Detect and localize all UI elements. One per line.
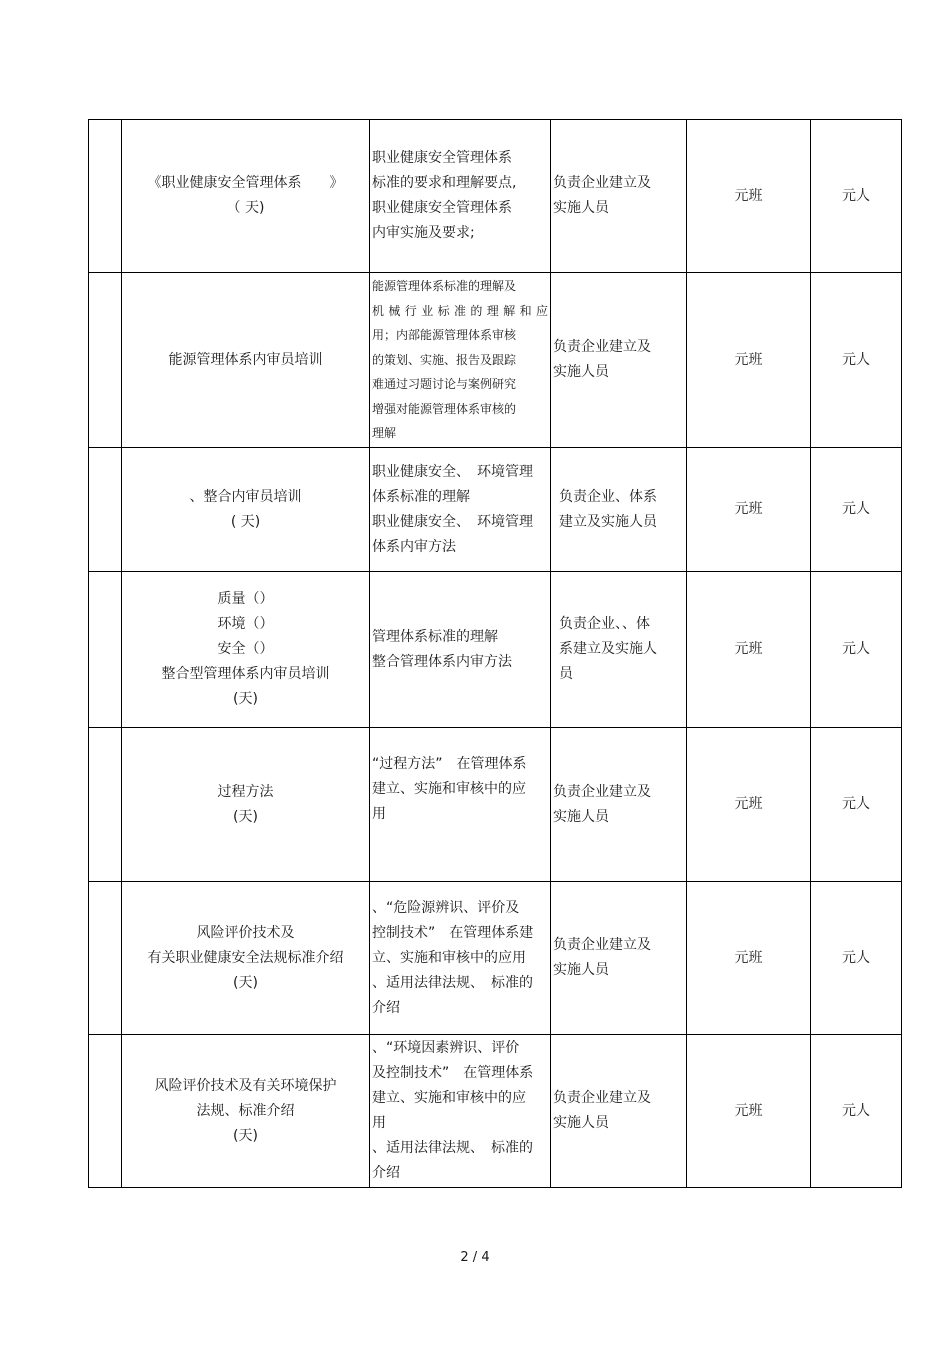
audience-line: 负责企业建立及 xyxy=(553,339,651,355)
course-name-line: 能源管理体系内审员培训 xyxy=(168,351,323,368)
table-row xyxy=(89,572,902,728)
audience-cell xyxy=(551,882,687,1035)
audience-line: 负责企业建立及 xyxy=(553,783,651,800)
course-name-line: 、整合内审员培训 xyxy=(189,488,302,505)
course-content-line: 、适用法律法规、 标准的 xyxy=(372,1140,533,1156)
course-content-cell xyxy=(370,728,551,882)
course-name-line: 过程方法 xyxy=(217,783,274,800)
course-content-line: 整合管理体系内审方法 xyxy=(372,653,512,670)
course-content-line: 职业健康安全管理体系 xyxy=(372,200,512,216)
course-name-line: (天) xyxy=(233,808,258,825)
course-content-line: 建立、实施和审核中的应 xyxy=(372,1090,526,1106)
course-name-cell xyxy=(122,728,370,882)
class-price-cell: 元班 xyxy=(687,572,811,728)
row-index-cell xyxy=(89,273,122,448)
course-content-cell xyxy=(370,572,551,728)
table-row xyxy=(89,273,902,448)
person-price-cell: 元人 xyxy=(811,1035,902,1188)
audience-cell xyxy=(551,572,687,728)
course-content-line: 难通过习题讨论与案例研究 xyxy=(372,377,517,392)
person-price-cell: 元人 xyxy=(811,572,902,728)
audience-line: 负责企业建立及 xyxy=(553,175,651,191)
course-content-line: 用 xyxy=(372,1115,386,1131)
audience-line: 实施人员 xyxy=(553,200,609,216)
course-content-line: 的策划、实施、报告及跟踪 xyxy=(372,352,517,367)
audience-line: 建立及实施人员 xyxy=(559,513,657,530)
audience-cell xyxy=(551,728,687,882)
course-name-line: (天) xyxy=(233,691,258,707)
row-index-cell xyxy=(89,882,122,1035)
course-content-line: 、“环境因素辨识、评价 xyxy=(372,1040,520,1056)
course-content-line: 机械行业标准的理解和应 xyxy=(372,303,548,318)
course-content-line: 控制技术” 在管理体系建 xyxy=(372,924,534,941)
course-content-line: 、“危险源辨识、评价及 xyxy=(372,899,520,916)
course-name-cell xyxy=(122,1035,370,1188)
course-name-line: 风险评价技术及有关环境保护 xyxy=(154,1077,337,1094)
row-index-cell xyxy=(89,120,122,273)
table-row xyxy=(89,1035,902,1188)
course-content-cell xyxy=(370,448,551,572)
row-index-cell xyxy=(89,728,122,882)
class-price-cell: 元班 xyxy=(687,728,811,882)
course-content-cell xyxy=(370,1035,551,1188)
course-name-line: 安全（） xyxy=(217,641,274,657)
person-price-cell: 元人 xyxy=(811,882,902,1035)
course-name-cell xyxy=(122,572,370,728)
person-price-cell: 元人 xyxy=(811,448,902,572)
course-content-line: 职业健康安全、 环境管理 xyxy=(372,463,533,480)
audience-line: 员 xyxy=(559,666,573,682)
class-price-cell: 元班 xyxy=(687,448,811,572)
audience-line: 实施人员 xyxy=(553,962,609,978)
course-content-line: 职业健康安全管理体系 xyxy=(372,150,512,166)
course-content-line: 介绍 xyxy=(372,1165,400,1181)
audience-line: 实施人员 xyxy=(553,364,609,380)
row-index-cell xyxy=(89,572,122,728)
audience-cell xyxy=(551,273,687,448)
audience-line: 负责企业建立及 xyxy=(553,1090,651,1106)
course-name-line: ( 天) xyxy=(230,513,261,530)
course-name-line: （ 天) xyxy=(226,200,265,216)
course-content-line: 标准的要求和理解要点, xyxy=(372,175,517,191)
course-content-line: 理解 xyxy=(372,426,397,441)
course-content-line: 增强对能源管理体系审核的 xyxy=(372,401,517,416)
course-content-line: 用；内部能源管理体系审核 xyxy=(372,328,517,343)
course-name-cell xyxy=(122,882,370,1035)
course-content-cell xyxy=(370,273,551,448)
course-name-line: 风险评价技术及 xyxy=(196,924,295,941)
course-content-line: 体系内审方法 xyxy=(372,538,456,555)
course-content-cell xyxy=(370,120,551,273)
class-price-cell: 元班 xyxy=(687,273,811,448)
page-number: 2 / 4 xyxy=(460,1250,490,1265)
audience-line: 负责企业、、体 xyxy=(559,616,650,632)
course-name-line: 有关职业健康安全法规标准介绍 xyxy=(147,949,344,966)
course-name-cell xyxy=(122,120,370,273)
audience-line: 实施人员 xyxy=(553,1115,609,1131)
audience-cell xyxy=(551,120,687,273)
course-name-line: 《职业健康安全管理体系 》 xyxy=(147,175,344,191)
audience-cell xyxy=(551,448,687,572)
row-index-cell xyxy=(89,448,122,572)
course-name-line: (天) xyxy=(233,974,258,991)
course-name-line: (天) xyxy=(233,1127,258,1144)
course-name-cell xyxy=(122,273,370,448)
audience-line: 实施人员 xyxy=(553,808,609,825)
course-name-line: 整合型管理体系内审员培训 xyxy=(161,666,330,682)
course-content-line: 及控制技术” 在管理体系 xyxy=(372,1065,534,1081)
course-content-line: 管理体系标准的理解 xyxy=(372,628,498,645)
course-content-line: 立、实施和审核中的应用 xyxy=(372,949,526,966)
class-price-cell: 元班 xyxy=(687,1035,811,1188)
course-name-cell xyxy=(122,448,370,572)
course-name-line: 质量（） xyxy=(217,591,274,607)
table-row xyxy=(89,120,902,273)
class-price-cell: 元班 xyxy=(687,882,811,1035)
course-content-line: 能源管理体系标准的理解及 xyxy=(372,279,517,294)
audience-line: 负责企业建立及 xyxy=(553,937,651,953)
course-content-line: 建立、实施和审核中的应 xyxy=(372,781,526,797)
course-content-line: 介绍 xyxy=(372,999,400,1016)
course-content-line: 职业健康安全、 环境管理 xyxy=(372,513,533,530)
course-content-line: 体系标准的理解 xyxy=(372,488,470,505)
course-content-line: 、适用法律法规、 标准的 xyxy=(372,974,533,991)
person-price-cell: 元人 xyxy=(811,120,902,273)
course-name-line: 环境（） xyxy=(217,616,274,632)
person-price-cell: 元人 xyxy=(811,273,902,448)
table-row xyxy=(89,728,902,882)
course-content-line: “过程方法” 在管理体系 xyxy=(372,756,527,772)
audience-line: 系建立及实施人 xyxy=(559,641,657,657)
person-price-cell: 元人 xyxy=(811,728,902,882)
row-index-cell xyxy=(89,1035,122,1188)
table-row xyxy=(89,882,902,1035)
course-content-line: 内审实施及要求; xyxy=(372,225,475,241)
course-table xyxy=(88,119,902,1188)
class-price-cell: 元班 xyxy=(687,120,811,273)
audience-line: 负责企业、体系 xyxy=(559,488,657,505)
course-content-cell xyxy=(370,882,551,1035)
course-content-line: 用 xyxy=(372,806,386,822)
audience-cell xyxy=(551,1035,687,1188)
table-row xyxy=(89,448,902,572)
course-name-line: 法规、标准介绍 xyxy=(196,1102,295,1119)
